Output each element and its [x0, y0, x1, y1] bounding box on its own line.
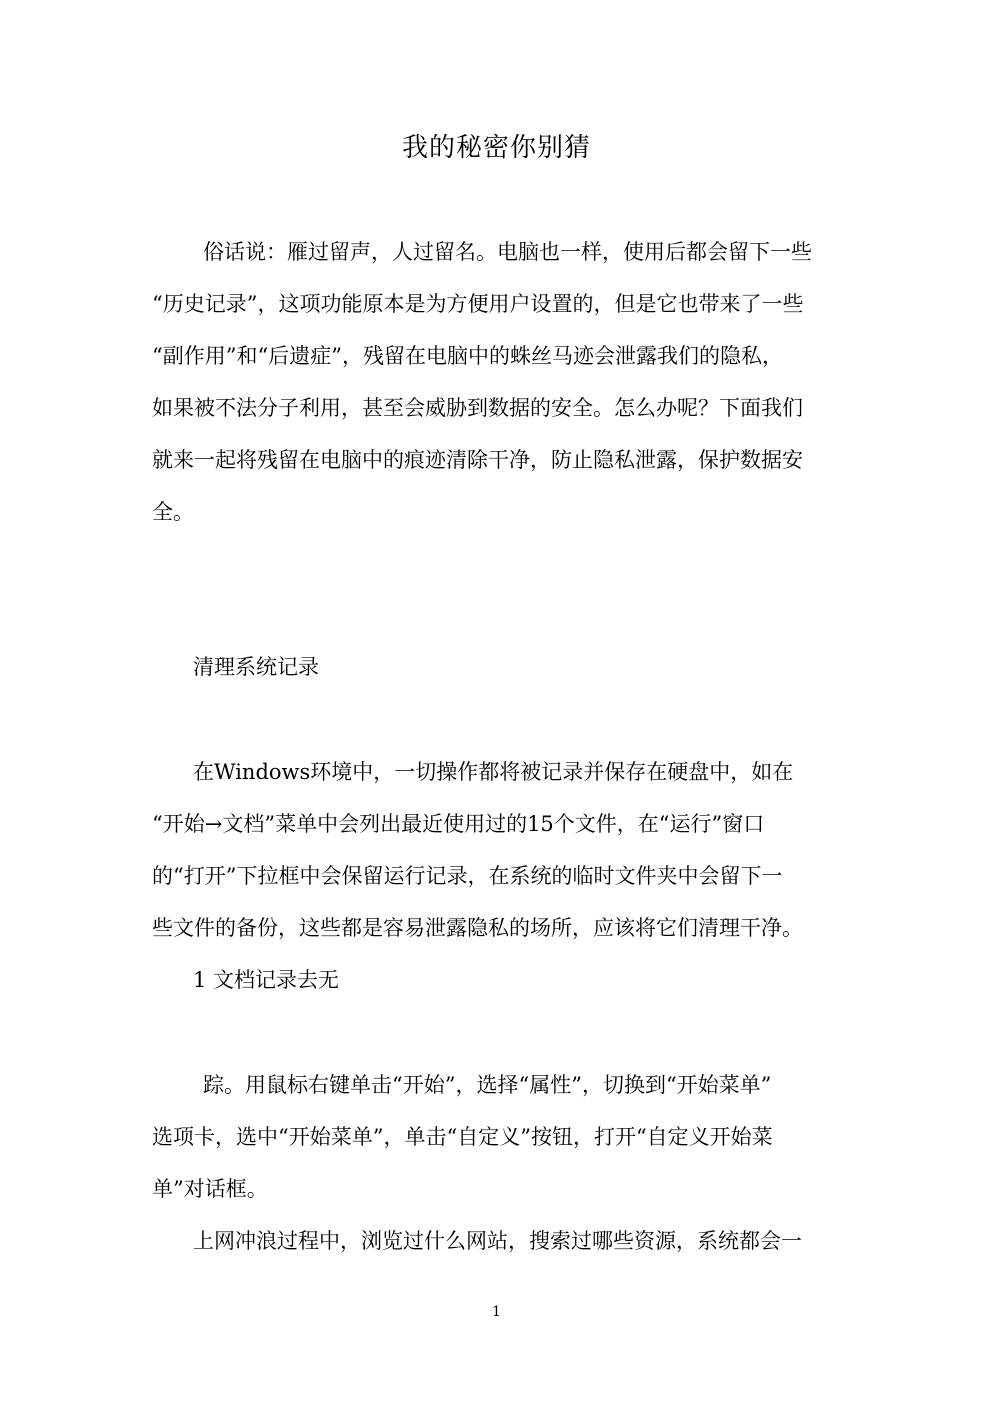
section-line: 在Windows环境中，一切操作都将被记录并保存在硬盘中，如在	[193, 760, 794, 784]
intro-line: 全。	[152, 500, 194, 524]
subsection-heading: 1 文档记录去无	[193, 968, 340, 992]
intro-line: “副作用”和“后遗症”，残留在电脑中的蛛丝马迹会泄露我们的隐私，	[152, 344, 783, 368]
intro-line: “历史记录”，这项功能原本是为方便用户设置的，但是它也带来了一些	[152, 292, 804, 316]
section-line: “开始→文档”菜单中会列出最近使用过的15个文件，在“运行”窗口	[152, 812, 765, 836]
step-line: 选项卡，选中“开始菜单”，单击“自定义”按钮，打开“自定义开始菜	[152, 1125, 773, 1149]
step-line: 踪。用鼠标右键单击“开始”，选择“属性”，切换到“开始菜单”	[203, 1073, 772, 1097]
body-line: 上网冲浪过程中，浏览过什么网站，搜索过哪些资源，系统都会一	[193, 1229, 802, 1253]
intro-line: 俗话说：雁过留声，人过留名。电脑也一样，使用后都会留下一些	[203, 240, 812, 264]
page-number: 1	[492, 1304, 501, 1320]
document-title: 我的秘密你别猜	[401, 133, 591, 163]
section-line: 的“打开”下拉框中会保留运行记录，在系统的临时文件夹中会留下一	[152, 864, 783, 888]
intro-line: 如果被不法分子利用，甚至会威胁到数据的安全。怎么办呢？下面我们	[152, 396, 803, 420]
step-line: 单”对话框。	[152, 1177, 268, 1201]
section-heading: 清理系统记录	[193, 655, 319, 679]
section-line: 些文件的备份，这些都是容易泄露隐私的场所，应该将它们清理干净。	[152, 916, 803, 940]
intro-line: 就来一起将残留在电脑中的痕迹清除干净，防止隐私泄露，保护数据安	[152, 448, 803, 472]
